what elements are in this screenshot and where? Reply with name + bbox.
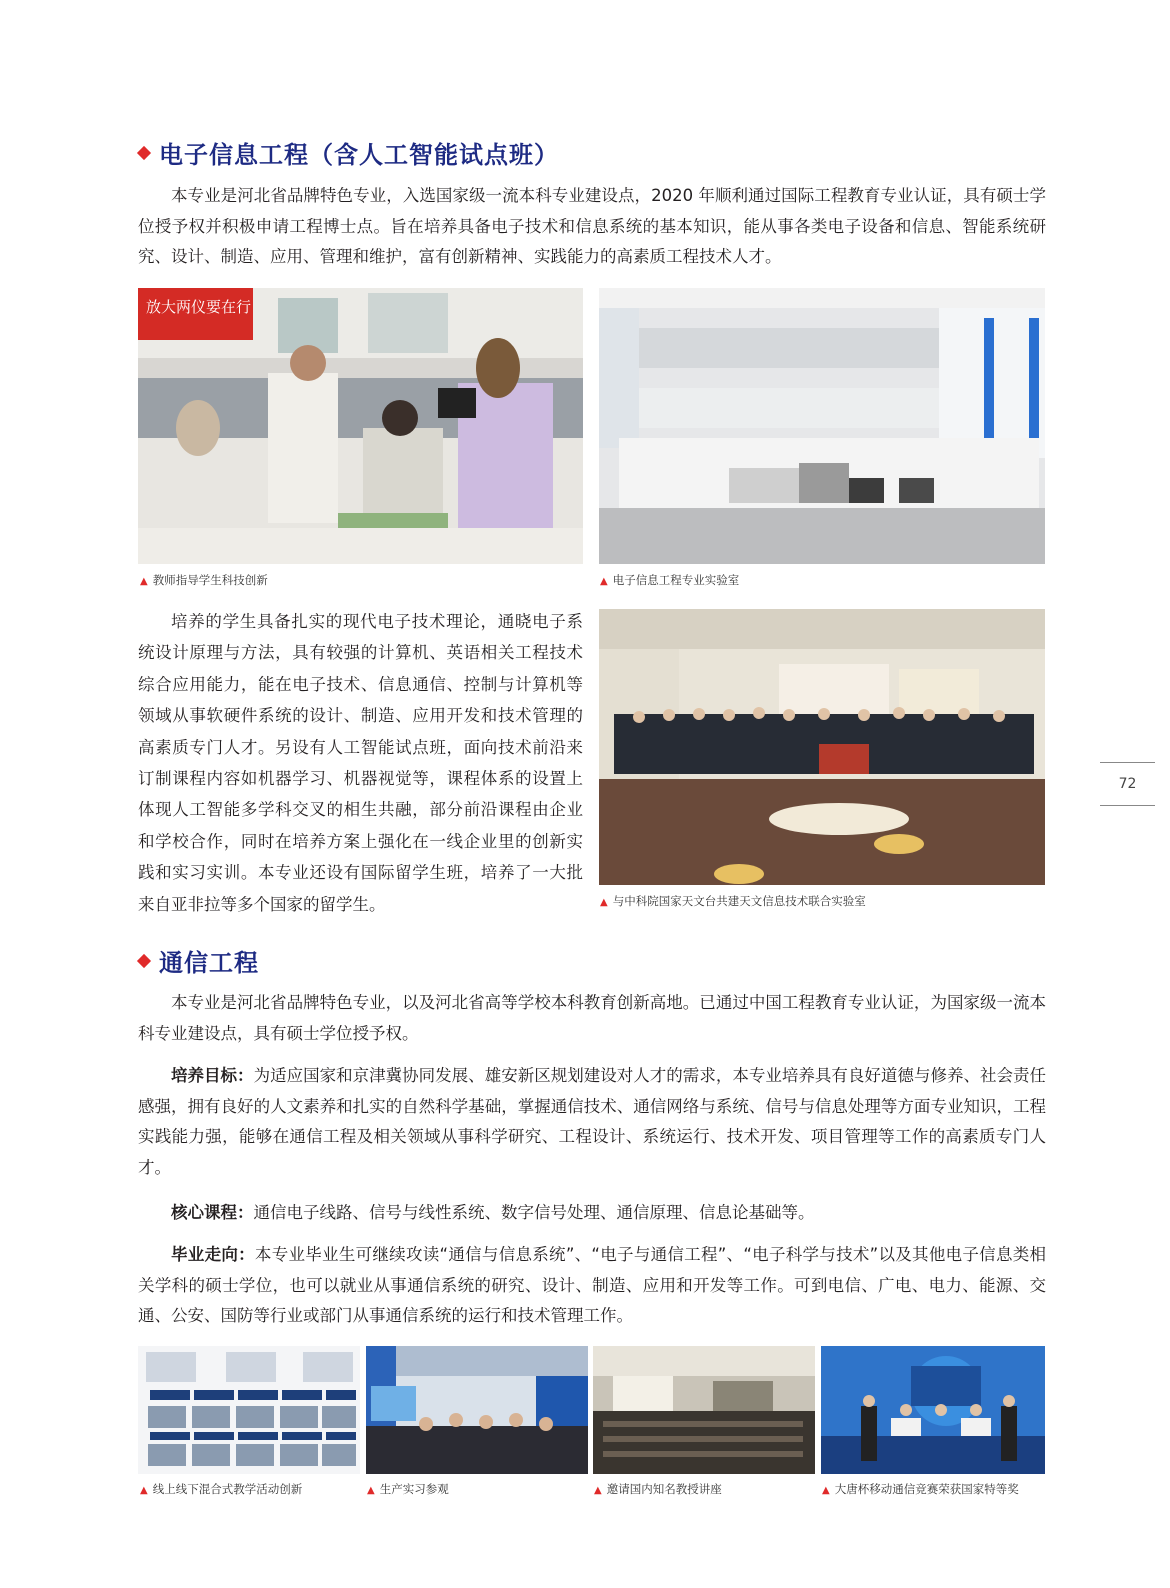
section-title: 电子信息工程（含人工智能试点班）: [159, 141, 559, 169]
core-text: 通信电子线路、信号与线性系统、数字信号处理、通信原理、信息论基础等。: [253, 1203, 815, 1222]
triangle-marker-icon: ▲: [822, 1485, 830, 1496]
goal-label: 培养目标：: [171, 1066, 254, 1085]
ce-goal-paragraph: [138, 1061, 1046, 1183]
caption-bottom-3: ▲ 邀请国内知名教授讲座: [594, 1482, 722, 1496]
caption-bottom-1: ▲ 线上线下混合式教学活动创新: [140, 1482, 303, 1496]
career-text: 本专业毕业生可继续攻读“通信与信息系统”、“电子与通信工程”、“电子科学与技术”以及其他电子信息类相关学科的硕士学位，也可以就业从事通信系统的研究、设计、制造、应用和开发等工作。可到电信、广电、电力、能源、交通、公安、国防等行业或部门从事通信系统的运行和技术管理工作。: [138, 1245, 1047, 1325]
section-heading-ce: [137, 943, 259, 978]
ce-career-paragraph: [138, 1240, 1046, 1332]
photo-ee-lab: [599, 288, 1045, 564]
photo-teacher-guidance: [138, 288, 583, 564]
triangle-marker-icon: ▲: [600, 897, 608, 908]
triangle-marker-icon: ▲: [140, 576, 148, 587]
caption-photo2: ▲ 电子信息工程专业实验室: [600, 573, 740, 587]
triangle-marker-icon: ▲: [367, 1485, 375, 1496]
diamond-bullet-icon: [137, 953, 151, 967]
ce-intro-paragraph: 本专业是河北省品牌特色专业，以及河北省高等学校本科教育创新高地。已通过中国工程教育专业认证，为国家级一流本科专业建设点，具有硕士学位授予权。: [138, 993, 1046, 1043]
photo-internship-visit: [366, 1346, 588, 1474]
ee-intro-paragraph: 本专业是河北省品牌特色专业，入选国家级一流本科专业建设点，2020 年顺利通过国际工程教育专业认证，具有硕士学位授予权并积极申请工程博士点。旨在培养具备电子技术和信息系统的基本知识，能从事各类电子设备和信息、智能系统研究、设计、制造、应用、管理和维护，富有创新精神、实践能力的高素质工程技术人才。: [138, 186, 1046, 266]
triangle-marker-icon: ▲: [140, 1485, 148, 1496]
photo-professor-lecture: [593, 1346, 815, 1474]
core-label: 核心课程：: [171, 1203, 254, 1222]
triangle-marker-icon: ▲: [600, 576, 608, 587]
career-label: 毕业走向：: [171, 1245, 255, 1264]
caption-photo3: ▲ 与中科院国家天文台共建天文信息技术联合实验室: [600, 894, 866, 908]
ee-body-paragraph: 培养的学生具备扎实的现代电子技术理论，通晓电子系统设计原理与方法，具有较强的计算机、英语相关工程技术综合应用能力，能在电子技术、信息通信、控制与计算机等领域从事软硬件系统的设计、制造、应用开发和技术管理的高素质专门人才。另设有人工智能试点班，面向技术前沿来订制课程内容如机器学习、机器视觉等，课程体系的设置上体现人工智能多学科交叉的相生共融，部分前沿课程由企业和学校合作，同时在培养方案上强化在一线企业里的创新实践和实习实训。本专业还设有国际留学生班，培养了一大批来自亚非拉等多个国家的留学生。: [138, 612, 583, 914]
triangle-marker-icon: ▲: [594, 1485, 602, 1496]
photo-joint-lab: [599, 609, 1045, 885]
page-number: 72: [1100, 762, 1155, 806]
diamond-bullet-icon: [137, 145, 151, 159]
section-title: 通信工程: [159, 949, 259, 977]
photo-datang-cup-award: [821, 1346, 1045, 1474]
caption-photo1: ▲ 教师指导学生科技创新: [140, 573, 268, 587]
caption-bottom-4: ▲ 大唐杯移动通信竞赛荣获国家特等奖: [822, 1482, 1019, 1496]
banner-text: 放大两仪要在行: [146, 298, 252, 316]
section-heading-ee: [137, 135, 559, 170]
goal-text: 为适应国家和京津冀协同发展、雄安新区规划建设对人才的需求，本专业培养具有良好道德与修养、社会责任感强，拥有良好的人文素养和扎实的自然科学基础，掌握通信技术、通信网络与系统、信号与信息处理等方面专业知识，工程实践能力强，能够在通信工程及相关领域从事科学研究、工程设计、系统运行、技术开发、项目管理等工作的高素质专门人才。: [138, 1066, 1047, 1177]
photo-blended-teaching: [138, 1346, 360, 1474]
ce-core-paragraph: [138, 1198, 1046, 1229]
caption-bottom-2: ▲ 生产实习参观: [367, 1482, 449, 1496]
